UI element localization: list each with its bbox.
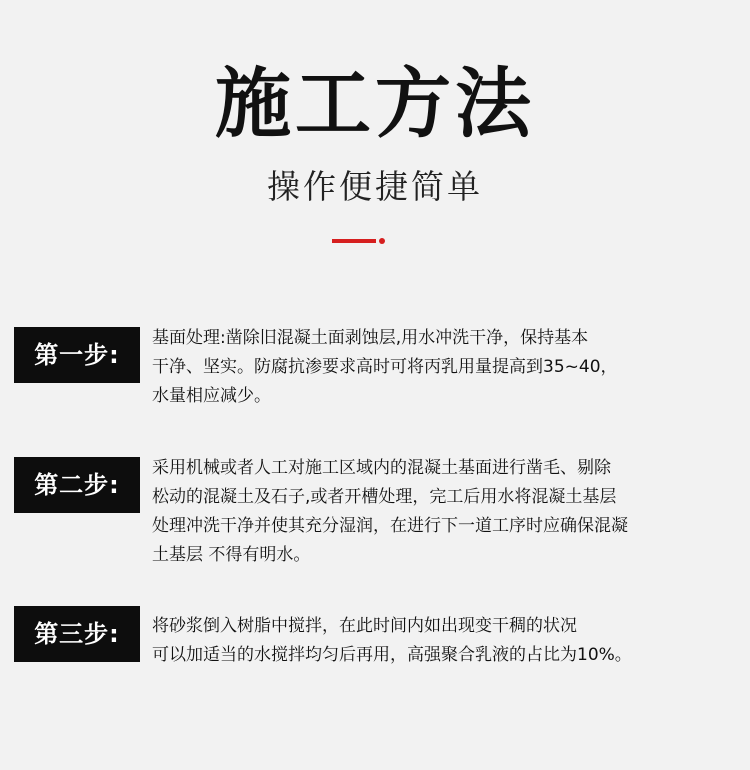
step-1-text: 基面处理:凿除旧混凝土面剥蚀层,用水冲洗干净，保持基本 干净、坚实。防腐抗渗要求高时可将丙乳用量提高到35~40， 水量相应减少。: [152, 328, 618, 406]
step-2-text: 采用机械或者人工对施工区域内的混凝土基面进行凿毛、剔除 松动的混凝土及石子,或者开槽处理，完工后用水将混凝土基层 处理冲洗干净并使其充分湿润，在进行下一道工序时应确保混凝 土基层 不得有明水。: [152, 458, 628, 565]
page-title: 施工方法: [215, 59, 535, 148]
page-subtitle: 操作便捷简单: [267, 167, 483, 206]
accent-dot: [379, 238, 385, 244]
accent-bar: [332, 239, 376, 243]
step-1-badge: 第一步:: [14, 327, 140, 383]
accent-divider: [332, 238, 386, 244]
step-3-text: 将砂浆倒入树脂中搅拌，在此时间内如出现变干稠的状况 可以加适当的水搅拌均匀后再用，高强聚合乳液的占比为10%。: [152, 616, 632, 665]
step-3-badge: 第三步:: [14, 606, 140, 662]
step-2-badge: 第二步:: [14, 457, 140, 513]
